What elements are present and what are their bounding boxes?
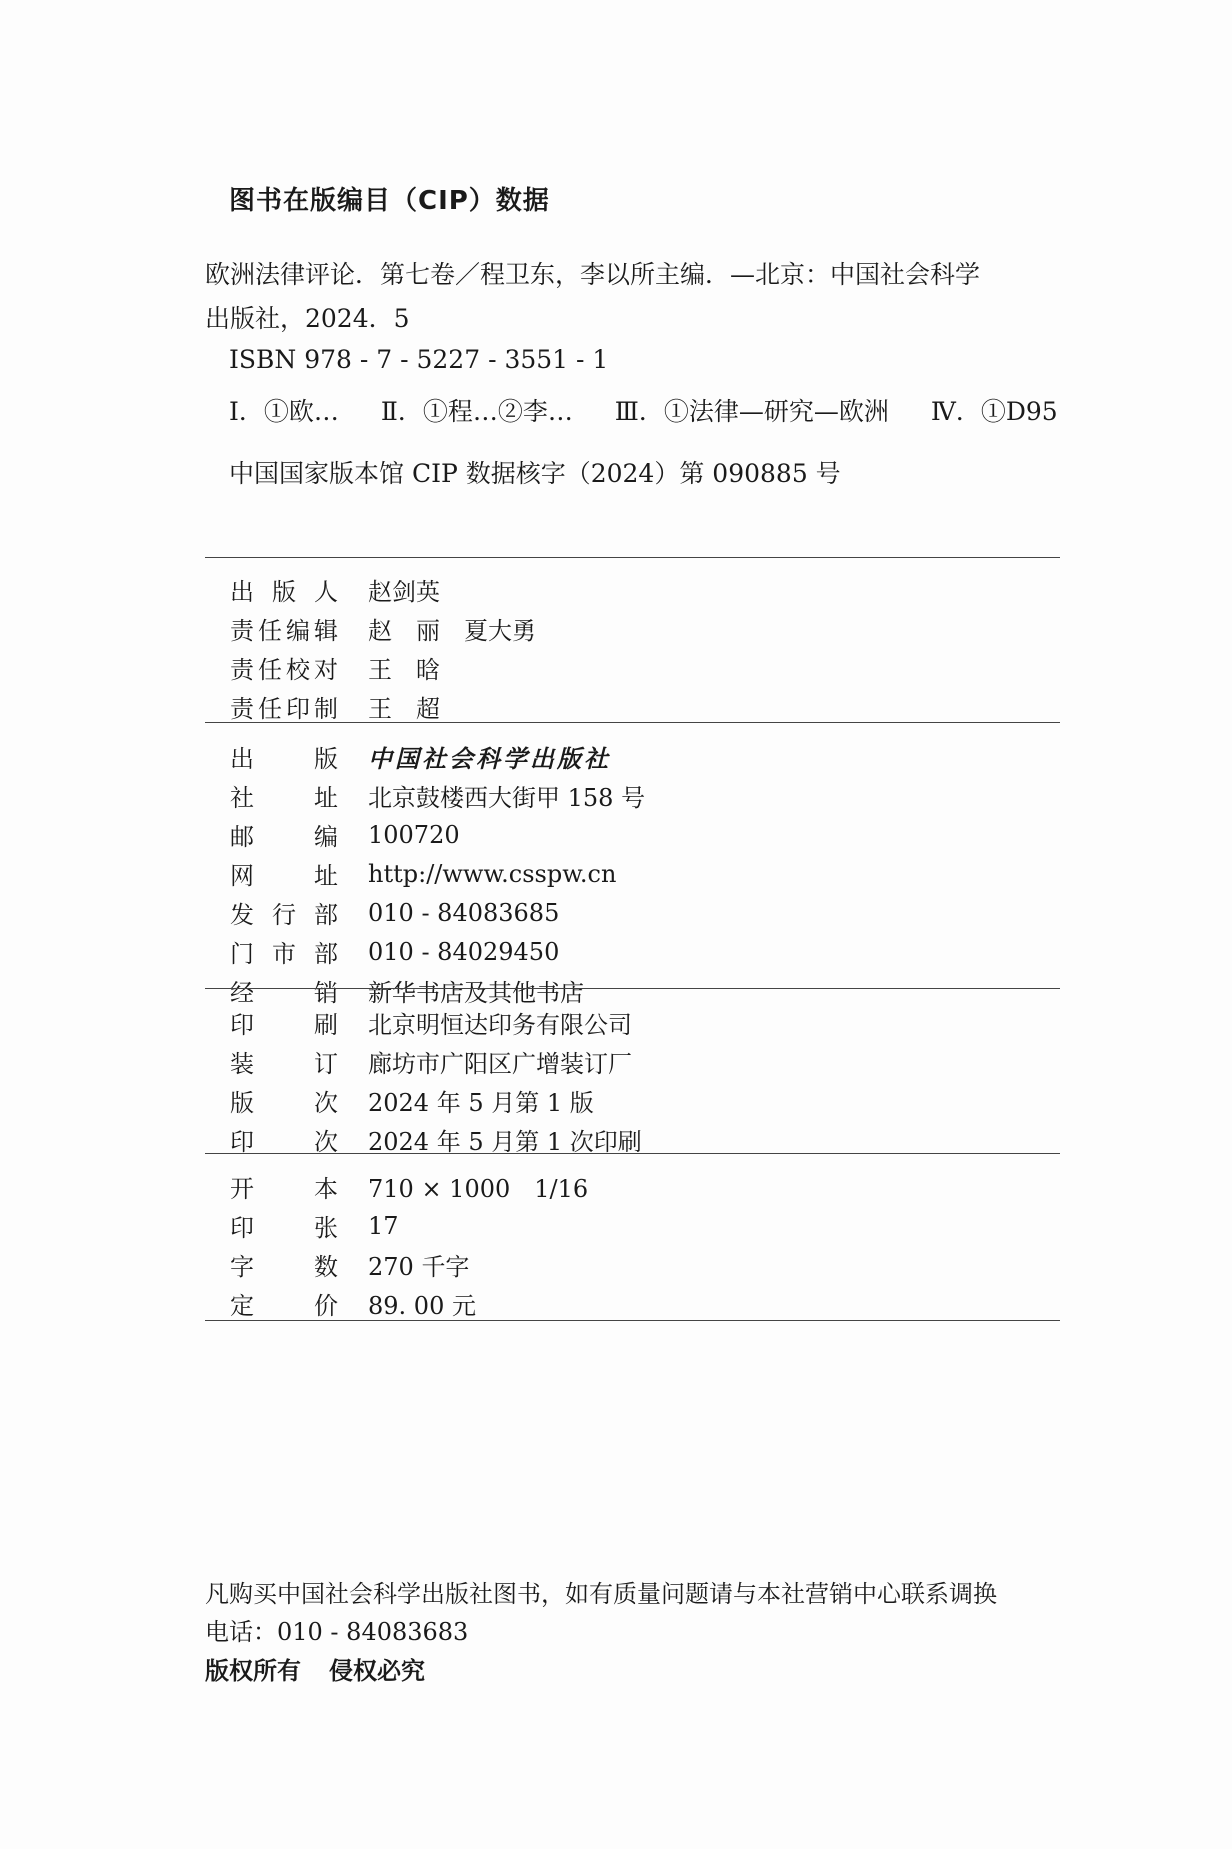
- info-label-char: 网: [230, 862, 254, 890]
- cip-classification: [229, 392, 1058, 428]
- info-row: [230, 815, 645, 854]
- info-label-char: 印: [286, 695, 310, 723]
- info-label: [230, 1247, 338, 1282]
- info-row: [230, 1206, 588, 1245]
- info-label-char: 邮: [230, 823, 254, 851]
- info-label-char: 装: [230, 1050, 254, 1078]
- info-label-char: 定: [230, 1292, 254, 1320]
- divider: [205, 557, 1060, 558]
- info-label-char: 任: [258, 617, 282, 645]
- info-row: [230, 1003, 642, 1042]
- info-label-char: 部: [314, 940, 338, 968]
- divider: [205, 1153, 1060, 1154]
- classification-item: Ⅲ．①法律—研究—欧洲: [614, 397, 889, 426]
- info-label-char: 版: [230, 1089, 254, 1117]
- info-label: [230, 1044, 338, 1079]
- info-label-char: 辑: [314, 617, 338, 645]
- info-row: [230, 893, 645, 932]
- info-label: [230, 817, 338, 852]
- info-value: 17: [368, 1211, 399, 1240]
- info-value: 王 超: [368, 695, 440, 723]
- info-value: 新华书店及其他书店: [368, 979, 584, 1007]
- info-label-char: 社: [230, 784, 254, 812]
- info-label-char: 部: [314, 901, 338, 929]
- info-label-char: 出: [230, 745, 254, 773]
- info-label-char: 市: [272, 940, 296, 968]
- info-value: 赵剑英: [368, 578, 440, 606]
- info-label-char: 版: [272, 578, 296, 606]
- classification-item: Ⅳ．①D95: [930, 397, 1058, 426]
- info-value: http://www.csspw.cn: [368, 859, 617, 888]
- footer: [205, 1575, 997, 1691]
- info-row: [230, 687, 536, 726]
- info-label-char: 版: [314, 745, 338, 773]
- publisher-block: [230, 737, 645, 1010]
- info-label-char: 门: [230, 940, 254, 968]
- info-label: [230, 650, 338, 685]
- info-row: [230, 854, 645, 893]
- info-value: 010 - 84083685: [368, 898, 560, 927]
- info-label-char: 印: [230, 1128, 254, 1156]
- copyright-reserved: 版权所有: [205, 1657, 301, 1685]
- info-label-char: 字: [230, 1253, 254, 1281]
- info-label: [230, 1005, 338, 1040]
- infringement-notice: 侵权必究: [329, 1657, 425, 1685]
- info-label-char: 责: [230, 617, 254, 645]
- info-row: [230, 776, 645, 815]
- printing-block: [230, 1003, 642, 1159]
- cip-description: [205, 253, 1035, 341]
- info-label-char: 本: [314, 1175, 338, 1203]
- info-row: [230, 932, 645, 971]
- info-label: [230, 572, 338, 607]
- info-label-char: 任: [258, 695, 282, 723]
- info-label-char: 订: [314, 1050, 338, 1078]
- info-label-char: 行: [272, 901, 296, 929]
- info-label-char: 印: [230, 1214, 254, 1242]
- info-value: 2024 年 5 月第 1 版: [368, 1089, 594, 1117]
- classification-item: Ⅱ．①程…②李…: [380, 397, 573, 426]
- info-value: 89. 00 元: [368, 1292, 476, 1320]
- info-value: 王 晗: [368, 656, 440, 684]
- cip-data-section: [205, 180, 1058, 490]
- info-value: 中国社会科学出版社: [368, 744, 611, 773]
- isbn: ISBN 978 - 7 - 5227 - 3551 - 1: [229, 345, 609, 374]
- cip-description-line: 出版社，2024．5: [205, 304, 410, 333]
- info-value: 廊坊市广阳区广增装订厂: [368, 1050, 632, 1078]
- info-label: [230, 778, 338, 813]
- info-row: [230, 609, 536, 648]
- info-label-char: 编: [314, 823, 338, 851]
- info-label-char: 校: [286, 656, 310, 684]
- info-label-char: 发: [230, 901, 254, 929]
- info-value: 北京鼓楼西大街甲 158 号: [368, 784, 646, 812]
- staff-block: [230, 570, 536, 726]
- info-label-char: 址: [314, 862, 338, 890]
- info-label: [230, 934, 338, 969]
- info-label: [230, 611, 338, 646]
- info-label: [230, 1083, 338, 1118]
- info-label-char: 销: [314, 979, 338, 1007]
- info-label-char: 经: [230, 979, 254, 1007]
- info-label: [230, 895, 338, 930]
- info-value: 北京明恒达印务有限公司: [368, 1011, 632, 1039]
- info-label-char: 价: [314, 1292, 338, 1320]
- info-label-char: 数: [314, 1253, 338, 1281]
- info-label-char: 次: [314, 1089, 338, 1117]
- service-phone: 电话：010 - 84083683: [205, 1618, 469, 1646]
- info-label-char: 印: [230, 1011, 254, 1039]
- classification-item: Ⅰ．①欧…: [229, 397, 339, 426]
- info-row: [230, 737, 645, 776]
- info-label-char: 张: [314, 1214, 338, 1242]
- info-row: [230, 570, 536, 609]
- replacement-notice: 凡购买中国社会科学出版社图书，如有质量问题请与本社营销中心联系调换: [205, 1580, 997, 1608]
- info-label-char: 开: [230, 1175, 254, 1203]
- info-value: 270 千字: [368, 1253, 470, 1281]
- info-value: 010 - 84029450: [368, 937, 560, 966]
- info-row: [230, 1042, 642, 1081]
- cip-heading: 图书在版编目（CIP）数据: [229, 186, 550, 216]
- info-value: 100720: [368, 820, 460, 849]
- info-label: [230, 1169, 338, 1204]
- info-label-char: 人: [314, 578, 338, 606]
- info-value: 赵 丽 夏大勇: [368, 617, 536, 645]
- info-value: 710 × 1000 1/16: [368, 1175, 589, 1203]
- info-label-char: 责: [230, 656, 254, 684]
- copyright-notice: [205, 1651, 997, 1691]
- info-row: [230, 1284, 588, 1323]
- info-label-char: 任: [258, 656, 282, 684]
- info-row: [230, 1081, 642, 1120]
- info-label-char: 出: [230, 578, 254, 606]
- info-value: 2024 年 5 月第 1 次印刷: [368, 1128, 642, 1156]
- info-label-char: 制: [314, 695, 338, 723]
- divider: [205, 722, 1060, 723]
- info-label: [230, 1208, 338, 1243]
- info-label-char: 刷: [314, 1011, 338, 1039]
- info-label-char: 次: [314, 1128, 338, 1156]
- specs-block: [230, 1167, 588, 1323]
- info-label-char: 责: [230, 695, 254, 723]
- info-row: [230, 1167, 588, 1206]
- info-label: [230, 689, 338, 724]
- info-label: [230, 1286, 338, 1321]
- divider: [205, 1320, 1060, 1321]
- info-label-char: 对: [314, 656, 338, 684]
- info-label-char: 编: [286, 617, 310, 645]
- cip-description-line: 欧洲法律评论．第七卷／程卫东，李以所主编．—北京：中国社会科学: [205, 260, 981, 289]
- cip-approval-number: 中国国家版本馆 CIP 数据核字（2024）第 090885 号: [229, 459, 841, 488]
- info-label-char: 址: [314, 784, 338, 812]
- divider: [205, 988, 1060, 989]
- info-row: [230, 1245, 588, 1284]
- info-label: [230, 856, 338, 891]
- info-label: [230, 739, 338, 774]
- info-row: [230, 648, 536, 687]
- info-label: [230, 1122, 338, 1157]
